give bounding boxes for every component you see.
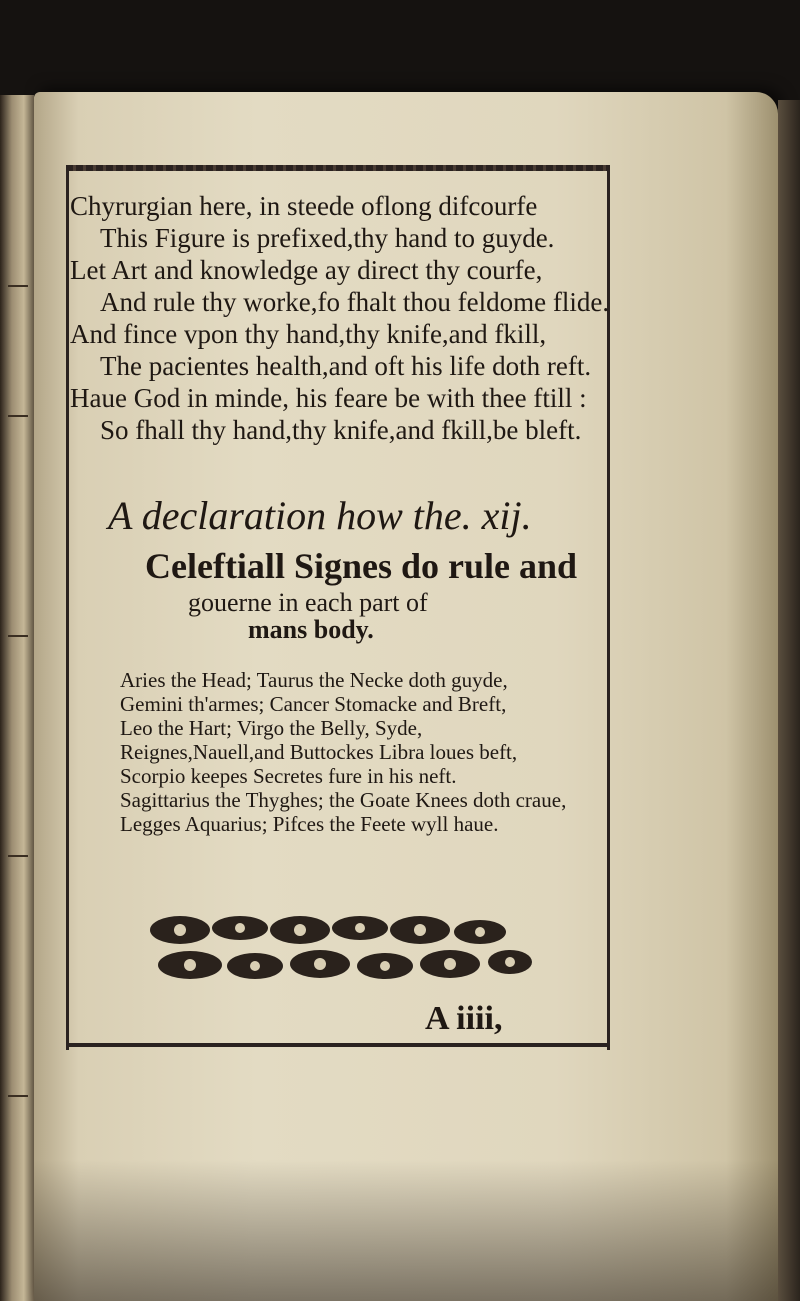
signature-mark: A iiii, [425,1000,503,1037]
signes-heading: Celeftiall Signes do rule and [145,546,578,586]
heading-line-3: gouerne in each part of [188,588,428,617]
poem-line: Haue God in minde, his feare be with thee ftill : [70,383,587,413]
poem-line: This Figure is prefixed,thy hand to guyde. [100,223,555,253]
printers-ornament-icon [130,900,570,1000]
sign-line: Gemini th'armes; Cancer Stomacke and Breft, [120,692,507,716]
poem-line: And fince vpon thy hand,thy knife,and fkill, [70,319,547,349]
poem-line: Let Art and knowledge ay direct thy courfe, [70,255,543,285]
sign-line: Reignes,Nauell,and Buttockes Libra loues beft, [120,740,518,764]
heading-line-4: mans body. [248,615,374,644]
declaration-heading: A declaration how the. xij. [108,493,532,538]
sign-line: Sagittarius the Thyghes; the Goate Knees doth craue, [120,788,567,812]
sign-line: Aries the Head; Taurus the Necke doth guyde, [120,668,508,692]
sign-line: Leo the Hart; Virgo the Belly, Syde, [120,716,423,740]
poem-line: The pacientes health,and oft his life doth reft. [100,351,592,381]
adjacent-page-edge [0,95,34,1301]
sign-line: Legges Aquarius; Pifces the Feete wyll haue. [120,812,499,836]
sign-line: Scorpio keepes Secretes fure in his neft. [120,764,457,788]
poem-line: Chyrurgian here, in steede oflong difcourfe [70,191,538,221]
page-fore-edge [778,100,800,1301]
poem-line: And rule thy worke,fo fhalt thou feldome flide. [100,287,610,317]
poem-line: So fhall thy hand,thy knife,and fkill,be bleft. [100,415,582,445]
